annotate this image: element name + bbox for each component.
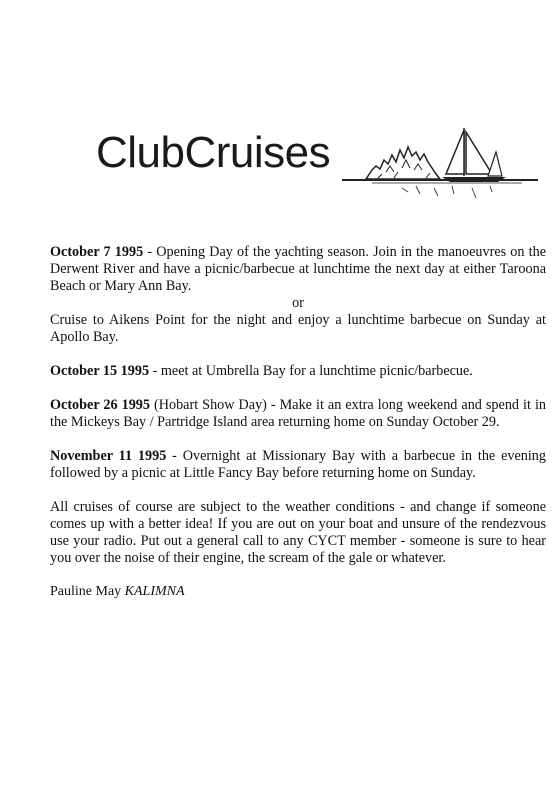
cruise-date: October 26 1995 [50,397,150,413]
cruise-date: October 15 1995 [50,363,150,379]
sailboat-island-icon [342,122,542,208]
signature [50,584,546,600]
cruise-entry [50,244,546,312]
page-title: ClubCruises [96,128,331,177]
closing-note: All cruises of course are subject to the weather conditions - and change if someone comes up with a better idea! If you are out on your boat and unsure of the rendezvous use your radio. Put out a general call to any CYCT member - someone is sure to hear you over the noise of their engine, the scream of the gale or whatever. [50,499,546,566]
author-name: Pauline May [50,584,122,599]
cruise-date: October 7 1995 [50,244,144,260]
cruise-description: - meet at Umbrella Bay for a lunchtime picnic/barbecue. [149,363,473,379]
cruise-description: - Opening Day of the yachting season. Join in the manoeuvres on the Derwent River and have a picnic/barbecue at lunchtime the next day at either Taroona Beach or Mary Ann Bay. [50,244,546,294]
cruise-description: (Hobart Show Day) - Make it an extra long weekend and spend it in the Mickeys Bay / Partridge Island area returning home on Sunday October 29. [50,397,546,430]
cruise-alternative: Cruise to Aikens Point for the night and enjoy a lunchtime barbecue on Sunday at Apollo Bay. [50,312,546,345]
list-item [50,363,546,380]
or-separator: or [292,295,304,311]
cruise-date: November 11 1995 [50,448,167,464]
list-item [50,397,546,431]
boat-name: KALIMNA [124,584,185,599]
header [96,122,546,212]
list-item [50,244,546,346]
cruise-schedule [50,244,546,600]
list-item [50,448,546,482]
cruise-description: - Overnight at Missionary Bay with a barbecue in the evening followed by a picnic at Little Fancy Bay before returning home on Sunday. [50,448,546,481]
